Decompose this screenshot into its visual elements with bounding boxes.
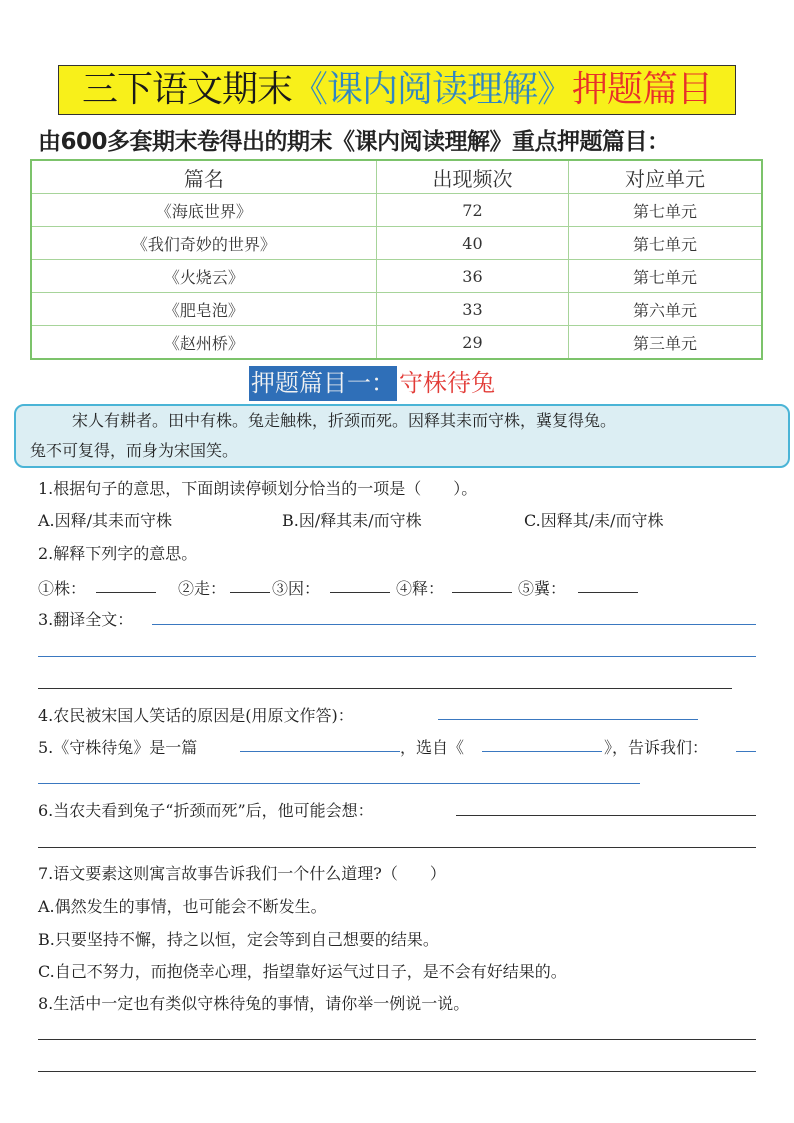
- cell: 第七单元: [569, 194, 762, 227]
- answer-blank[interactable]: [96, 592, 156, 593]
- cell: 第三单元: [569, 326, 762, 360]
- answer-blank[interactable]: [482, 751, 602, 752]
- cell: 第七单元: [569, 260, 762, 293]
- answer-blank[interactable]: [330, 592, 390, 593]
- q2-item: ②走：: [178, 579, 227, 598]
- table-row: [31, 293, 762, 326]
- subtitle: 由600多套期末卷得出的期末《课内阅读理解》重点押题篇目：: [38, 129, 670, 155]
- passage-line2: 兔不可复得，而身为宋国笑。: [30, 441, 239, 460]
- header-unit: 对应单元: [569, 160, 762, 194]
- q2-item: ①株：: [38, 579, 87, 598]
- passage-box: [14, 404, 790, 468]
- question-1: 1.根据句子的意思，下面朗读停顿划分恰当的一项是（ ）。: [38, 479, 478, 498]
- passage-line1: 宋人有耕者。田中有株。兔走触株，折颈而死。因释其耒而守株，冀复得兔。: [72, 411, 617, 430]
- table-row: [31, 326, 762, 360]
- answer-line[interactable]: [38, 847, 756, 848]
- title-part1: 三下语文期末: [81, 69, 292, 110]
- title-part2: 《课内阅读理解》: [291, 69, 572, 110]
- table-row: [31, 260, 762, 293]
- question-5c: 》，告诉我们：: [604, 738, 709, 757]
- question-4: 4.农民被宋国人笑话的原因是(用原文作答)：: [38, 706, 354, 725]
- cell: 《肥皂泡》: [31, 293, 376, 326]
- question-5b: ，选自《: [400, 738, 465, 757]
- option-7c: C.自己不努力，而抱侥幸心理，指望靠好运气过日子，是不会有好结果的。: [38, 962, 567, 981]
- cell: 《赵州桥》: [31, 326, 376, 360]
- cell: 40: [376, 227, 568, 260]
- option-7b: B.只要坚持不懈，持之以恒，定会等到自己想要的结果。: [38, 930, 439, 949]
- cell: 《我们奇妙的世界》: [31, 227, 376, 260]
- question-8: 8.生活中一定也有类似守株待兔的事情，请你举一例说一说。: [38, 994, 470, 1013]
- q2-item: ④释：: [396, 579, 445, 598]
- section-name: 守株待兔: [399, 369, 495, 397]
- answer-line[interactable]: [38, 1039, 756, 1040]
- cell: 第六单元: [569, 293, 762, 326]
- option-7a: A.偶然发生的事情，也可能会不断发生。: [38, 897, 327, 916]
- question-7: 7.语文要素这则寓言故事告诉我们一个什么道理?（ ）: [38, 864, 446, 883]
- cell: 29: [376, 326, 568, 360]
- answer-line[interactable]: [152, 624, 756, 625]
- question-6: 6.当农夫看到兔子“折颈而死”后，他可能会想：: [38, 801, 374, 820]
- table-row: [31, 227, 762, 260]
- answer-blank[interactable]: [452, 592, 512, 593]
- header-frequency: 出现频次: [376, 160, 568, 194]
- answer-line[interactable]: [38, 1071, 756, 1072]
- question-2: 2.解释下列字的意思。: [38, 544, 198, 563]
- cell: 72: [376, 194, 568, 227]
- q2-item: ⑤冀：: [518, 579, 567, 598]
- answer-line[interactable]: [38, 783, 640, 784]
- cell: 第七单元: [569, 227, 762, 260]
- cell: 《海底世界》: [31, 194, 376, 227]
- answer-line[interactable]: [456, 815, 756, 816]
- option-1c: C.因释其/耒/而守株: [524, 511, 664, 530]
- answer-blank[interactable]: [230, 592, 270, 593]
- header-title: 篇名: [31, 160, 376, 194]
- answer-line[interactable]: [38, 656, 756, 657]
- section-heading: [249, 366, 495, 401]
- option-1a: A.因释/其耒而守株: [38, 511, 173, 530]
- cell: 36: [376, 260, 568, 293]
- q2-item: ③因：: [272, 579, 321, 598]
- answer-blank[interactable]: [578, 592, 638, 593]
- section-label: 押题篇目一：: [249, 366, 397, 401]
- answer-line[interactable]: [438, 719, 698, 720]
- answer-blank[interactable]: [736, 751, 756, 752]
- cell: 33: [376, 293, 568, 326]
- cell: 《火烧云》: [31, 260, 376, 293]
- frequency-table: [30, 159, 763, 360]
- table-header-row: [31, 160, 762, 194]
- question-3: 3.翻译全文：: [38, 610, 134, 629]
- title-part3: 押题篇目: [572, 69, 713, 110]
- option-1b: B.因/释其耒/而守株: [282, 511, 422, 530]
- page-title: [58, 65, 736, 115]
- table-row: [31, 194, 762, 227]
- answer-line[interactable]: [38, 688, 732, 689]
- answer-blank[interactable]: [240, 751, 400, 752]
- question-5a: 5.《守株待兔》是一篇: [38, 738, 198, 757]
